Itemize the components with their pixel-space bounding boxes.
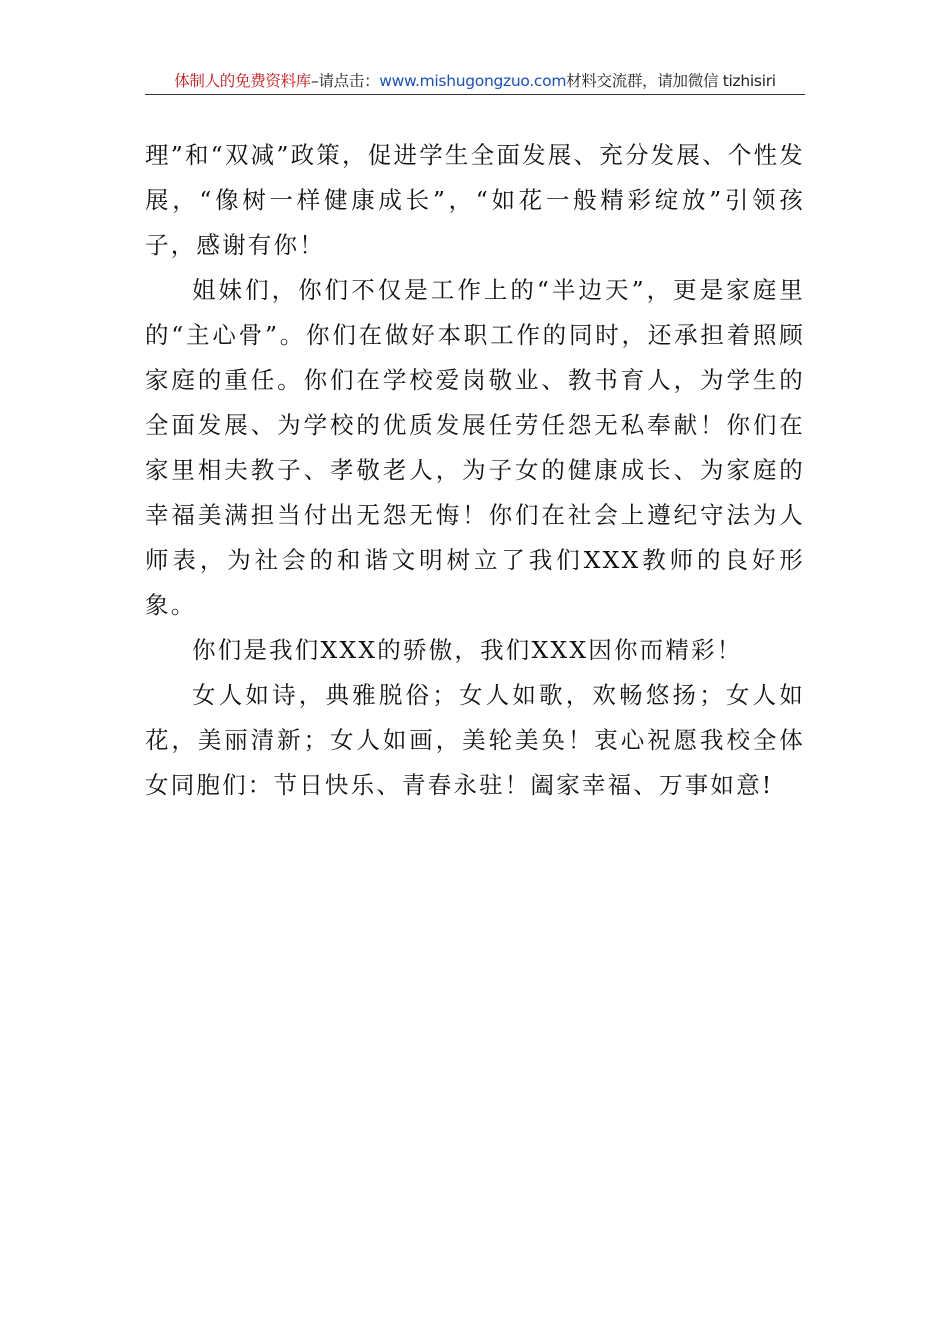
paragraph-pride: 你们是我们XXX的骄傲，我们XXX因你而精彩！: [192, 636, 743, 664]
header-contact: 材料交流群，请加微信 tizhisiri: [566, 72, 776, 90]
paragraph-wishes: 女人如诗，典雅脱俗；女人如歌，欢畅悠扬；女人如花，美丽清新；女人如画，美轮美奂！衷心祝愿我校全体女同胞们：节日快乐、青春永驻！阖家幸福、万事如意!: [145, 681, 805, 799]
header-url-link[interactable]: www.mishugongzuo.com: [379, 72, 567, 90]
page-header: [145, 70, 805, 95]
header-site-name: 体制人的免费资料库: [174, 72, 312, 90]
header-click-prompt: –请点击：: [311, 72, 380, 90]
paragraph-continuation: 理”和“双减”政策，促进学生全面发展、充分发展、个性发展，“像树一样健康成长”，“如花一般精彩绽放”引领孩子，感谢有你！: [145, 141, 805, 259]
paragraph-sisters: 姐妹们，你们不仅是工作上的“半边天”，更是家庭里的“主心骨”。你们在做好本职工作的同时，还承担着照顾家庭的重任。你们在学校爱岗敬业、教书育人，为学生的全面发展、为学校的优质发展任劳任怨无私奉献！你们在家里相夫教子、孝敬老人，为子女的健康成长、为家庭的幸福美满担当付出无怨无悔！你们在社会上遵纪守法为人师表，为社会的和谐文明树立了我们XXX教师的良好形象。: [145, 276, 805, 619]
document-body: [145, 133, 805, 808]
